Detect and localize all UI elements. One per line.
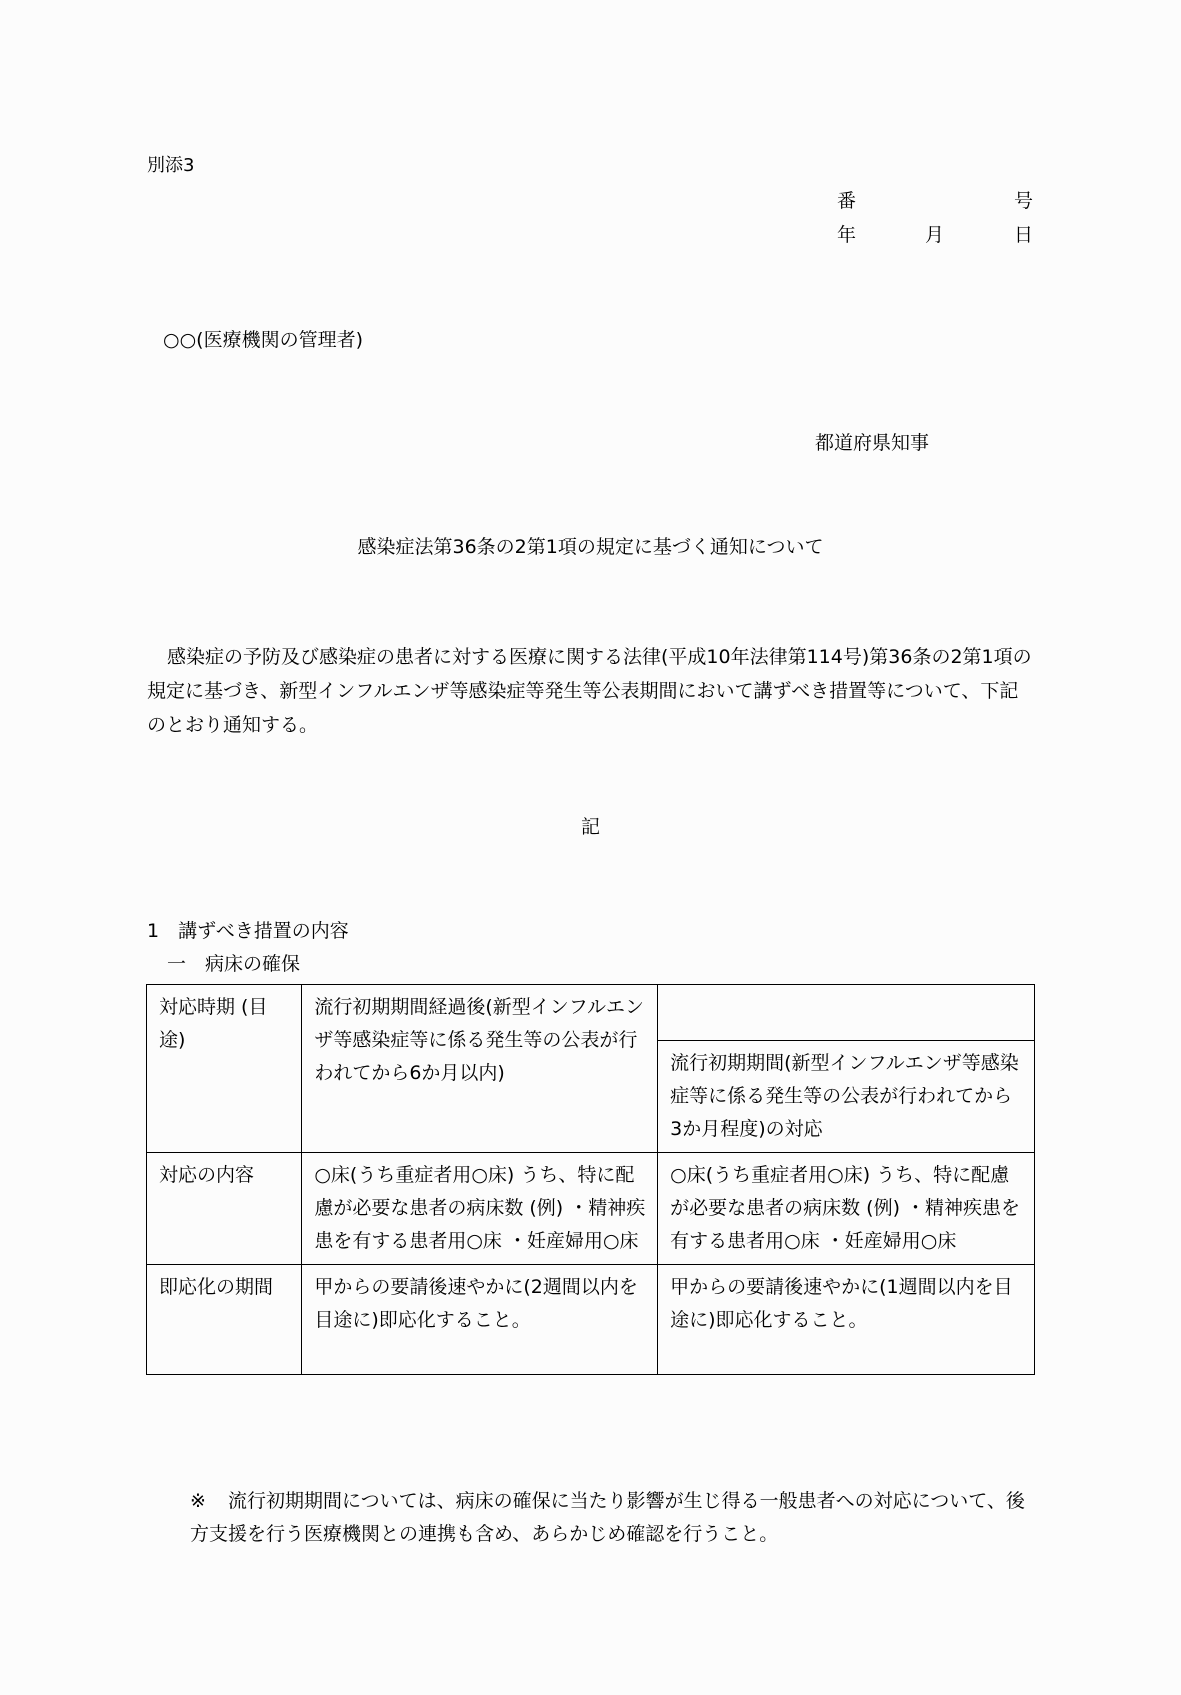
section-heading-1: 1 講ずべき措置の内容 [147, 920, 349, 942]
row-label-readiness-period: 即応化の期間 [147, 1265, 302, 1375]
body-paragraph: 感染症の予防及び感染症の患者に対する医療に関する法律(平成10年法律第114号)第36条の2第1項の規定に基づき、新型インフルエンザ等感染症等発生等公表期間において講ずべき措置等について、下記のとおり通知する。 [147, 646, 1032, 736]
document-number-suffix: 号 [1014, 190, 1034, 212]
date-year-label: 年 [837, 224, 857, 246]
date-day-label: 日 [1014, 224, 1034, 246]
cell-content-after-initial: ○床(うち重症者用○床) うち、特に配慮が必要な患者の病床数 (例) ・精神疾患を有する患者用○床 ・妊産婦用○床 [302, 1153, 658, 1265]
row-label-response-content: 対応の内容 [147, 1153, 302, 1265]
cell-readiness-after-initial: 甲からの要請後速やかに(2週間以内を目途に)即応化すること。 [302, 1265, 658, 1375]
bed-securing-table [146, 984, 1035, 1375]
table-row-response-content [147, 1153, 1035, 1265]
reference-mark-icon: ※ [190, 1490, 206, 1512]
cell-readiness-initial: 甲からの要請後速やかに(1週間以内を目途に)即応化すること。 [658, 1265, 1035, 1375]
table-row-readiness-period [147, 1265, 1035, 1375]
document-number-label: 番 [837, 190, 857, 212]
row-label-response-period: 対応時期 (目途) [147, 985, 302, 1153]
attachment-label: 別添3 [147, 155, 195, 176]
cell-after-initial-period: 流行初期期間経過後(新型インフルエンザ等感染症等に係る発生等の公表が行われてから6か月以内) [302, 985, 658, 1153]
cell-initial-period: 流行初期期間(新型インフルエンザ等感染症等に係る発生等の公表が行われてから3か月程度)の対応 [658, 1041, 1035, 1153]
table-row-response-period [147, 985, 1035, 1041]
cell-empty-header [658, 985, 1035, 1041]
footnote-text: 流行初期期間については、病床の確保に当たり影響が生じ得る一般患者への対応について、後方支援を行う医療機関との連携も含め、あらかじめ確認を行うこと。 [190, 1490, 1025, 1545]
sender: 都道府県知事 [815, 432, 930, 454]
subsection-heading-bed-securing: 一 病床の確保 [167, 953, 301, 975]
ki-heading: 記 [580, 816, 600, 838]
footnote [190, 1485, 1040, 1551]
addressee: ○○(医療機関の管理者) [163, 329, 363, 351]
document-title: 感染症法第36条の2第1項の規定に基づく通知について [357, 536, 824, 558]
date-month-label: 月 [925, 224, 945, 246]
cell-content-initial: ○床(うち重症者用○床) うち、特に配慮が必要な患者の病床数 (例) ・精神疾患を有する患者用○床 ・妊産婦用○床 [658, 1153, 1035, 1265]
